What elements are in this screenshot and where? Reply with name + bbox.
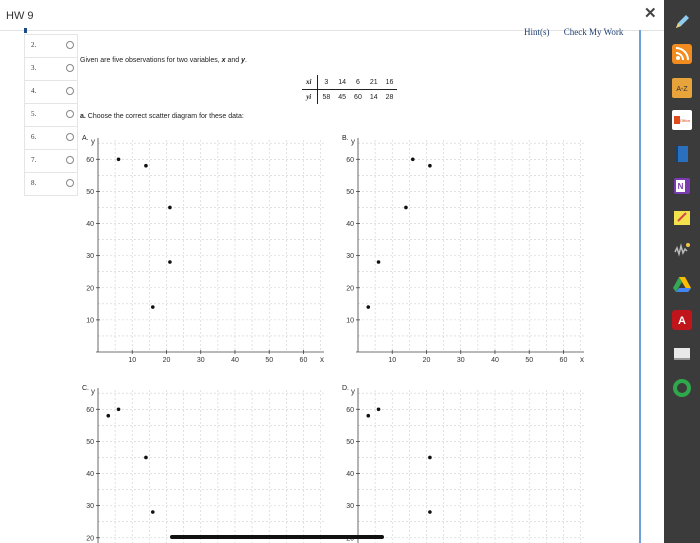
x-tick-label: 10 [388,357,397,364]
question-item[interactable] [24,103,78,126]
x-tick-label: 20 [422,357,431,364]
y-tick-label: 40 [346,221,354,229]
y-tick-label: 20 [86,285,94,293]
extension-tray [664,0,700,543]
data-point [377,407,381,411]
problem-intro: Given are five observations for two variables, [80,57,220,64]
variable-y: y [241,57,246,64]
svg-text:A-Z: A-Z [676,86,688,93]
question-number: 6. [31,133,37,141]
status-circle-icon [66,110,74,118]
y-row-label: yi [302,90,318,105]
x-tick-label: 60 [559,357,568,364]
pen-icon[interactable] [672,12,692,32]
question-number: 3. [31,64,37,72]
horizontal-scrollbar[interactable] [170,535,384,539]
question-item[interactable] [24,57,78,80]
variable-x: x [221,57,226,64]
x-tick-label: 10 [128,357,137,364]
y-axis-label: y [351,137,355,146]
y-tick-label: 40 [86,471,94,479]
status-circle-icon [66,133,74,141]
part-a-label: a. [80,113,86,120]
y-tick-label: 30 [86,503,94,511]
whiteboard-icon[interactable] [672,344,692,364]
data-point [428,510,432,514]
y-axis-label: y [351,387,355,396]
y-axis-label: y [91,137,95,146]
y-tick-label: 30 [346,253,354,261]
data-point [106,414,110,418]
sticky-note-icon[interactable] [672,208,692,228]
dictionary-az-icon[interactable] [672,78,692,98]
data-point [117,407,121,411]
y-tick-label: 10 [346,317,354,325]
check-my-work-link[interactable]: Check My Work [563,27,624,37]
y-tick-label: 20 [346,285,354,293]
svg-text:Office: Office [679,118,691,123]
x-axis-label: x [580,355,584,364]
svg-text:A: A [678,315,686,327]
y-values-row [302,90,397,105]
y-tick-label: 50 [86,188,94,196]
y-tick-label: 50 [346,188,354,196]
question-item[interactable] [24,126,78,149]
data-point [411,157,415,161]
hints-link[interactable]: Hint(s) [524,27,550,37]
data-point [428,456,432,460]
x-axis-label: x [320,355,324,364]
data-point [151,510,155,514]
data-point [377,260,381,264]
x-tick-label: 30 [196,357,205,364]
question-number: 2. [31,41,37,49]
x-value: 6 [350,75,366,90]
question-number: 8. [31,179,37,187]
y-tick-label: 40 [86,221,94,229]
x-value: 14 [334,75,350,90]
x-tick-label: 40 [231,357,239,364]
question-navigator [24,34,78,196]
part-a-question [80,113,244,120]
adobe-icon[interactable] [672,310,692,330]
y-value: 58 [322,93,331,101]
scatter-option-d[interactable] [336,380,592,543]
voice-icon[interactable] [672,240,692,260]
x-row-label: xi [302,75,318,90]
book-icon[interactable] [672,144,692,164]
scatter-option-c[interactable] [76,380,332,543]
question-item[interactable] [24,34,78,57]
x-tick-label: 50 [525,357,534,364]
y-tick-label: 40 [346,471,354,479]
data-point [117,157,121,161]
data-point [366,414,370,418]
x-values-row [302,75,397,90]
drive-icon[interactable] [672,274,692,294]
office-icon[interactable] [672,110,692,130]
y-tick-label: 60 [86,406,94,414]
question-item[interactable] [24,149,78,172]
data-point [366,305,370,309]
x-tick-label: 30 [456,357,465,364]
y-tick-label: 50 [86,438,94,446]
ring-icon[interactable] [672,378,692,398]
option-label: A. [82,135,89,142]
option-label: B. [342,135,349,142]
y-tick-label: 10 [86,317,94,325]
data-point [151,305,155,309]
y-value: 60 [354,93,362,101]
rss-icon[interactable] [672,44,692,64]
problem-statement: Given are five observations for two variables, x and y. [80,57,247,64]
onenote-icon[interactable] [672,176,692,196]
x-tick-label: 20 [162,357,171,364]
y-tick-label: 60 [346,156,354,164]
y-value: 45 [338,93,347,101]
x-tick-label: 40 [491,357,499,364]
scatter-option-b[interactable] [336,130,592,366]
y-tick-label: 30 [346,503,354,511]
accent-mark [24,28,27,33]
y-value: 28 [385,93,394,101]
question-number: 7. [31,156,37,164]
data-point [144,164,148,168]
question-item[interactable] [24,80,78,103]
scatter-option-a[interactable] [76,130,332,366]
y-value: 14 [369,93,378,101]
part-a-text: Choose the correct scatter diagram for these data: [87,113,244,120]
app-title: HW 9 [6,10,34,22]
option-label: D. [342,385,349,392]
content-divider [639,30,641,543]
y-tick-label: 20 [86,535,94,543]
x-value: 16 [382,75,398,90]
question-number: 4. [31,87,37,95]
data-point [168,206,172,210]
question-number: 5. [31,110,37,118]
svg-text:N: N [677,182,684,191]
y-axis-label: y [91,387,95,396]
and-word: and [227,57,240,64]
option-label: C. [82,385,89,392]
close-icon[interactable]: ✕ [644,5,657,22]
x-tick-label: 60 [299,357,308,364]
x-tick-label: 50 [265,357,274,364]
data-point [428,164,432,168]
y-tick-label: 60 [346,406,354,414]
y-tick-label: 30 [86,253,94,261]
data-point [168,260,172,264]
question-item[interactable] [24,172,78,196]
y-tick-label: 60 [86,156,94,164]
status-circle-icon [66,156,74,164]
data-point [144,456,148,460]
x-value: 21 [366,75,382,90]
header-links [524,27,635,37]
data-point [404,206,408,210]
status-circle-icon [66,64,74,72]
status-circle-icon [66,87,74,95]
status-circle-icon [66,179,74,187]
status-circle-icon [66,41,74,49]
y-tick-label: 50 [346,438,354,446]
x-value: 3 [318,75,334,90]
observations-table [302,75,397,104]
